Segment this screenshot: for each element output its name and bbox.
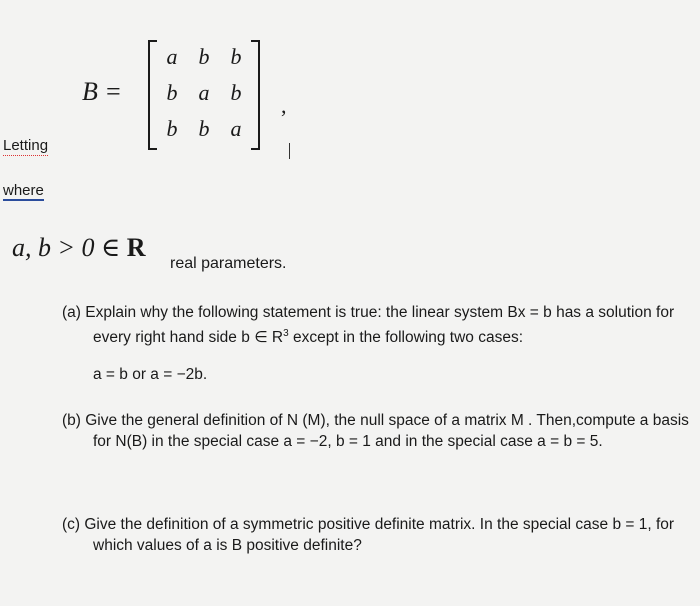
question-c (62, 514, 692, 556)
matrix-cell: b (198, 44, 210, 69)
letting-label: Letting (3, 137, 49, 154)
question-c-text: (c) Give the definition of a symmetric positive definite matrix. In the special case b = 1, for which values of a is B positive definite? (62, 516, 675, 554)
left-bracket (148, 40, 157, 150)
real-numbers-symbol: R (126, 233, 146, 262)
matrix-cell: a (230, 116, 242, 141)
matrix-lhs: B = (82, 77, 122, 106)
parameter-condition (12, 233, 146, 263)
text-cursor (289, 143, 290, 159)
question-a-text (62, 302, 682, 348)
question-a (62, 302, 682, 348)
matrix-cell: b (166, 80, 178, 105)
parameter-description: real parameters. (170, 255, 287, 272)
parameter-inequality: a, b > 0 ∈ (12, 233, 121, 262)
matrix-cell: b (166, 116, 178, 141)
question-a-text-part2: except in the following two cases: (288, 329, 524, 347)
where-label: where (3, 182, 44, 199)
superscript-three: 3 (283, 328, 289, 339)
question-b-text: (b) Give the general definition of N (M), the null space of a matrix M . Then,compute a basis for N(B) in the special case a = −2, b = 1 and in the special case a = b = 5. (62, 412, 689, 450)
matrix-cell: a (166, 44, 178, 69)
matrix-cell: b (230, 44, 242, 69)
matrix-cell: a (198, 80, 210, 105)
question-a-cases: a = b or a = −2b. (93, 366, 208, 383)
right-bracket (251, 40, 260, 150)
matrix-cell: b (198, 116, 210, 141)
matrix-b (148, 40, 260, 148)
question-b (62, 410, 692, 452)
matrix-cell: b (230, 80, 242, 105)
matrix-trailing-comma: , (281, 93, 287, 118)
question-a-text-part1: (a) Explain why the following statement is true: the linear system Bx = b has a solution for every right hand side b ∈ R (62, 304, 675, 347)
